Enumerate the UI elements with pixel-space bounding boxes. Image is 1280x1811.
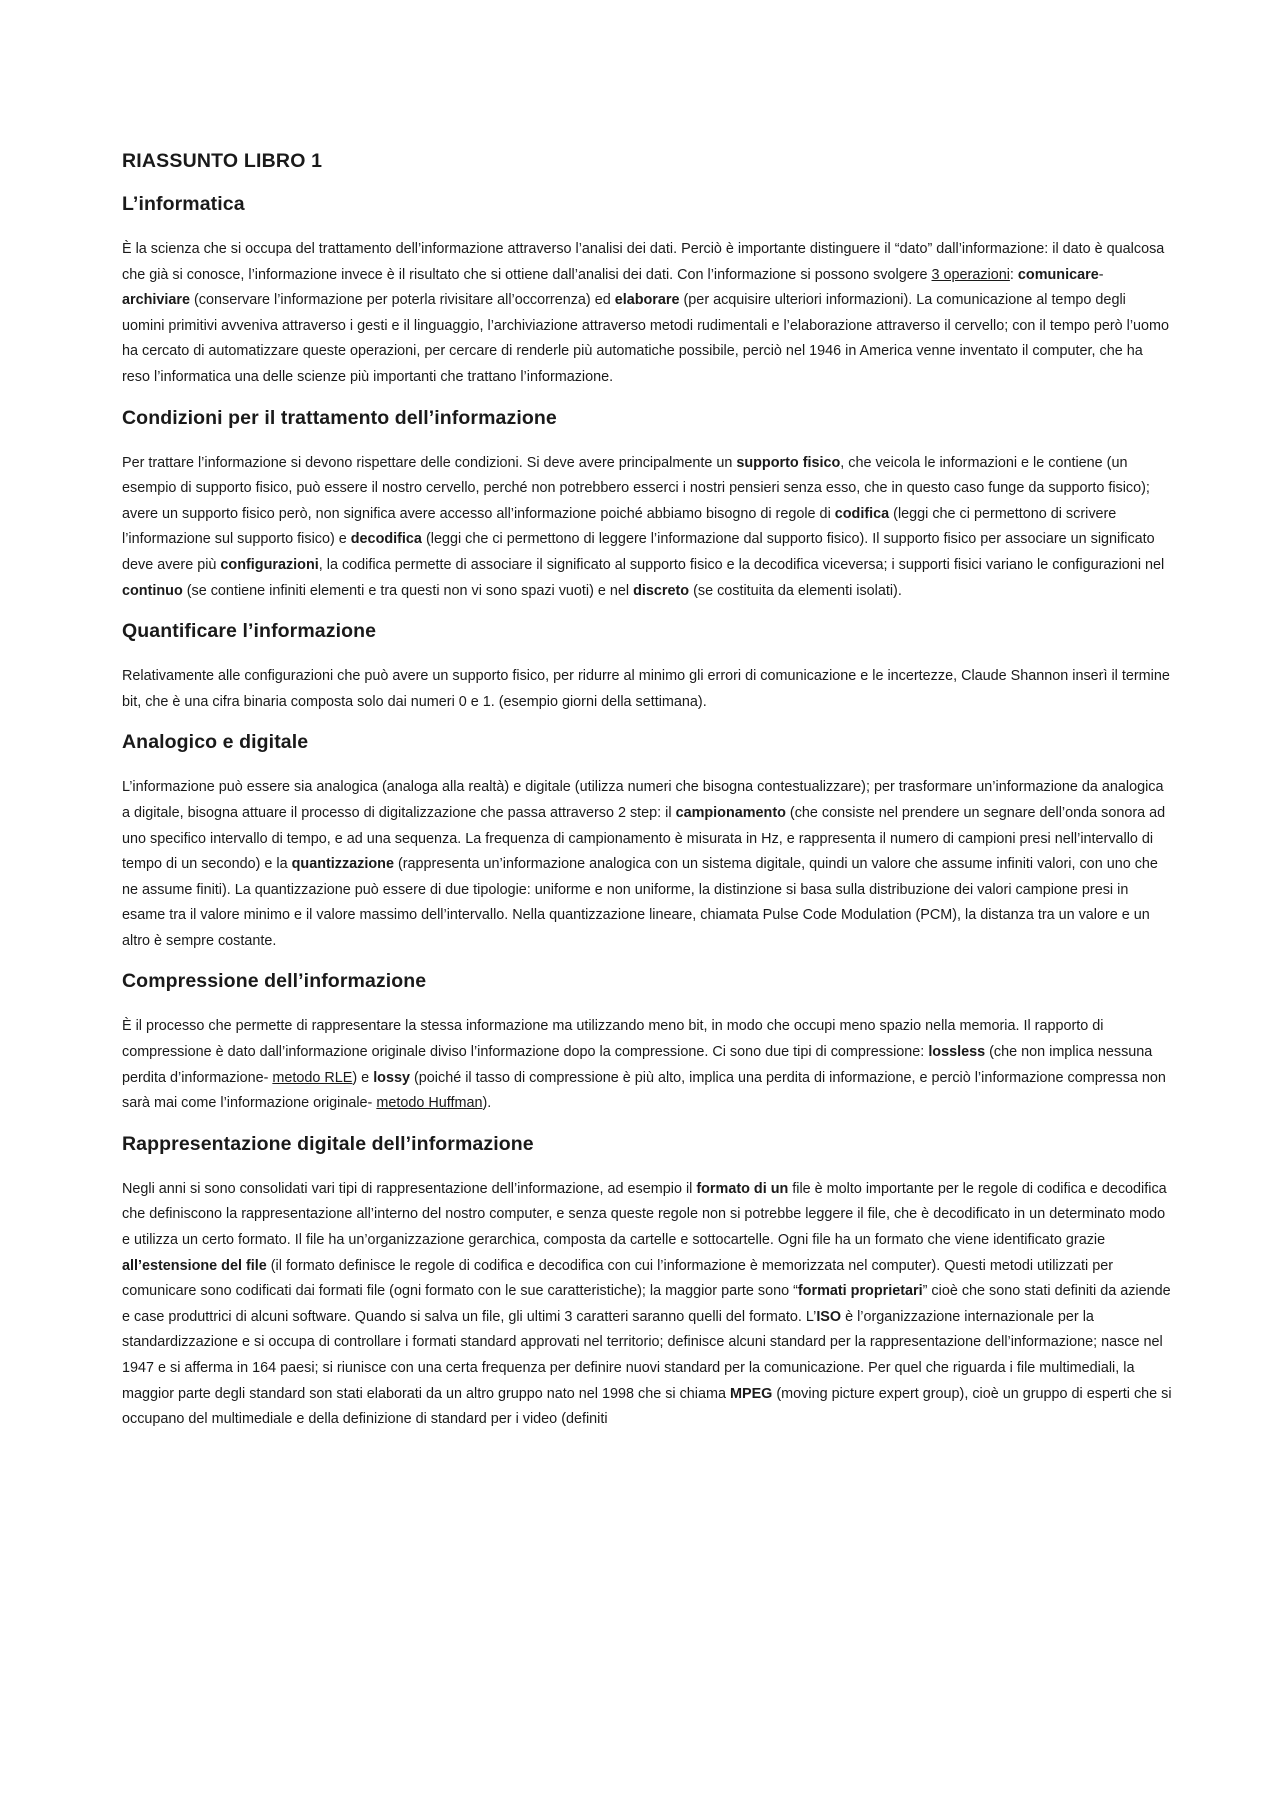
bold-term: archiviare — [122, 292, 191, 309]
underlined-term: 3 operazioni — [931, 266, 1010, 283]
text-run: è l’organizzazione internazionale per la standardizzazione e si occupa di controllare i formati standard approvati nel territorio; definisce alcuni standard per la rappresentazione dell’informazione; nasce nel 1947 e si afferma in 164 paesi; si riunisce con una certa frequenza per definire nuovi standard per la comunicazione. Per quel che riguarda i file multimediali, la maggior parte degli standard son stati elaborati da un altro gruppo nato nel 1998 che si chiama — [122, 1308, 1163, 1402]
text-run: , che veicola le informazioni e le contiene (un esempio di supporto fisico, può essere il nostro cervello, perché non potrebbero esserci i nostri pensieri senza esso, che in questo caso funge da supporto fisico); avere un supporto fisico però, non significa avere accesso all’informazione poiché abbiamo bisogno di regole di — [122, 454, 1150, 522]
text-run: L’informazione può essere sia analogica (analoga alla realtà) e digitale (utilizza numeri che bisogna contestualizzare); per trasformare un’informazione da analogica a digitale, bisogna attuare il processo di digitalizzazione che passa attraverso 2 step: il — [122, 779, 1164, 821]
text-run: ” cioè che sono stati definiti da aziende e case produttrici di alcuni software. Quando si salva un file, gli ultimi 3 caratteri saranno quelli del formato. L’ — [122, 1283, 1171, 1325]
text-run: (rappresenta un’informazione analogica con un sistema digitale, quindi un valore che assume infiniti valori, con uno che ne assume finiti). La quantizzazione può essere di due tipologie: uniforme e non uniforme, la distinzione si basa sulla distribuzione dei valori campione presi in esame tra il valore minimo e il valore massimo dell’intervallo. Nella quantizzazione lineare, chiamata Pulse Code Modulation (PCM), la distanza tra un valore e un altro è sempre costante. — [122, 856, 1158, 949]
text-run: È la scienza che si occupa del trattamento dell’informazione attraverso l’analisi dei dati. Perciò è importante distinguere il “dato” dall’informazione: il dato è qualcosa che già si conosce, l’informazione invece è il risultato che si ottiene dall’analisi dei dati. Con l’informazione si possono svolgere — [122, 241, 1165, 283]
section-quantificare — [122, 620, 1172, 715]
bold-term: ISO — [816, 1308, 842, 1325]
bold-term: all’estensione del file — [122, 1257, 267, 1274]
section-paragraph — [122, 664, 1172, 715]
text-run: (se contiene infiniti elementi e tra questi non vi sono spazi vuoti) e nel — [182, 582, 634, 599]
bold-term: codifica — [834, 505, 890, 522]
bold-term: formati proprietari — [797, 1283, 923, 1300]
bold-term: lossless — [928, 1044, 986, 1061]
section-paragraph — [122, 451, 1172, 605]
section-rappresentazione — [122, 1133, 1172, 1433]
bold-term: supporto fisico — [736, 454, 841, 471]
text-run: Relativamente alle configurazioni che può avere un supporto fisico, per ridurre al minimo gli errori di comunicazione e le incertezze, Claude Shannon inserì il termine bit, che è una cifra binaria composta solo dai numeri 0 e 1. (esempio giorni della settimana). — [122, 668, 1170, 710]
document-page — [122, 150, 1172, 1449]
text-run: (leggi che ci permettono di scrivere l’informazione sul supporto fisico) e — [122, 505, 1117, 548]
text-run: , la codifica permette di associare il significato al supporto fisico e la decodifica viceversa; i supporti fisici variano le configurazioni nel — [318, 556, 1165, 573]
bold-term: continuo — [122, 582, 183, 599]
section-paragraph — [122, 237, 1172, 391]
section-compressione — [122, 970, 1172, 1116]
text-run: (il formato definisce le regole di codifica e decodifica con cui l’informazione è memorizzata nel computer). Questi metodi utilizzati per comunicare sono codificati dai formati file (ogni formato con le sue caratteristiche); la maggior parte sono “ — [122, 1257, 1113, 1300]
text-run: (per acquisire ulteriori informazioni). La comunicazione al tempo degli uomini primitivi avveniva attraverso i gesti e il linguaggio, l’archiviazione attraverso metodi rudimentali e l’elaborazione attraverso il cervello; con il tempo però l’uomo ha cercato di automatizzare queste operazioni, per cercare di renderle più automatiche possibile, perciò nel 1946 in America venne inventato il computer, che ha reso l’informatica una delle scienze più importanti che trattano l’informazione. — [122, 292, 1170, 385]
bold-term: MPEG — [730, 1385, 773, 1402]
bold-term: elaborare — [614, 292, 680, 309]
section-heading: Analogico e digitale — [122, 731, 309, 754]
text-run: (conservare l’informazione per poterla rivisitare all’occorrenza) ed — [190, 292, 615, 309]
bold-term: configurazioni — [220, 556, 319, 573]
text-run: : — [1009, 266, 1018, 283]
text-run: - — [1098, 266, 1104, 283]
text-run: (che non implica nessuna perdita d’informazione- — [122, 1044, 1153, 1086]
section-heading: Compressione dell’informazione — [122, 970, 427, 993]
section-analogico-digitale — [122, 731, 1172, 954]
section-informatica — [122, 193, 1172, 391]
bold-term: lossy — [373, 1069, 410, 1086]
bold-term: quantizzazione — [291, 856, 394, 873]
text-run: ) e — [352, 1069, 374, 1086]
underlined-term: metodo RLE — [272, 1069, 353, 1086]
section-heading: Condizioni per il trattamento dell’informazione — [122, 406, 557, 429]
section-heading: L’informatica — [122, 193, 245, 215]
bold-term: discreto — [633, 582, 690, 599]
underlined-term: metodo Huffman — [376, 1095, 483, 1112]
section-heading: Quantificare l’informazione — [122, 620, 377, 643]
text-run: Per trattare l’informazione si devono rispettare delle condizioni. Si deve avere principalmente un — [122, 454, 737, 471]
section-condizioni — [122, 407, 1172, 605]
text-run: ). — [482, 1095, 492, 1112]
text-run: È il processo che permette di rappresentare la stessa informazione ma utilizzando meno bit, in modo che occupi meno spazio nella memoria. Il rapporto di compressione è dato dall’informazione originale diviso l’informazione dopo la compressione. Ci sono due tipi di compressione: — [122, 1018, 1104, 1061]
section-heading: Rappresentazione digitale dell’informazione — [122, 1132, 534, 1155]
text-run: (poiché il tasso di compressione è più alto, implica una perdita di informazione, e perciò l’informazione compressa non sarà mai come l’informazione originale- — [122, 1069, 1166, 1112]
document-title: RIASSUNTO LIBRO 1 — [122, 150, 323, 172]
bold-term: campionamento — [675, 804, 786, 821]
bold-term: decodifica — [350, 531, 422, 548]
bold-term: formato di un — [696, 1180, 789, 1197]
text-run: file è molto importante per le regole di codifica e decodifica che definiscono la rappresentazione all’interno del nostro computer, e senza queste regole non si potrebbe leggere il file, che è decodificato in un determinato modo e utilizza un certo formato. Il file ha un’organizzazione gerarchica, composta da cartelle e sottocartelle. Ogni file ha un formato che viene identificato grazie — [122, 1180, 1167, 1249]
text-run: (moving picture expert group), cioè un gruppo di esperti che si occupano del multimediale e della definizione di standard per i video (definiti — [122, 1385, 1172, 1428]
text-run: Negli anni si sono consolidati vari tipi di rappresentazione dell’informazione, ad esempio il — [122, 1180, 697, 1197]
bold-term: comunicare — [1017, 266, 1099, 283]
text-run: (se costituita da elementi isolati). — [689, 582, 902, 599]
text-run: (leggi che ci permettono di leggere l’informazione dal supporto fisico). Il supporto fisico per associare un significato deve avere più — [122, 531, 1155, 573]
section-paragraph — [122, 775, 1172, 954]
text-run: (che consiste nel prendere un segnare dell’onda sonora ad uno specifico intervallo di tempo, e ad una sequenza. La frequenza di campionamento è misurata in Hz, e rappresenta il numero di campioni presi nell’intervallo di tempo di un secondo) e la — [122, 804, 1166, 873]
section-paragraph — [122, 1177, 1172, 1433]
section-paragraph — [122, 1014, 1172, 1116]
